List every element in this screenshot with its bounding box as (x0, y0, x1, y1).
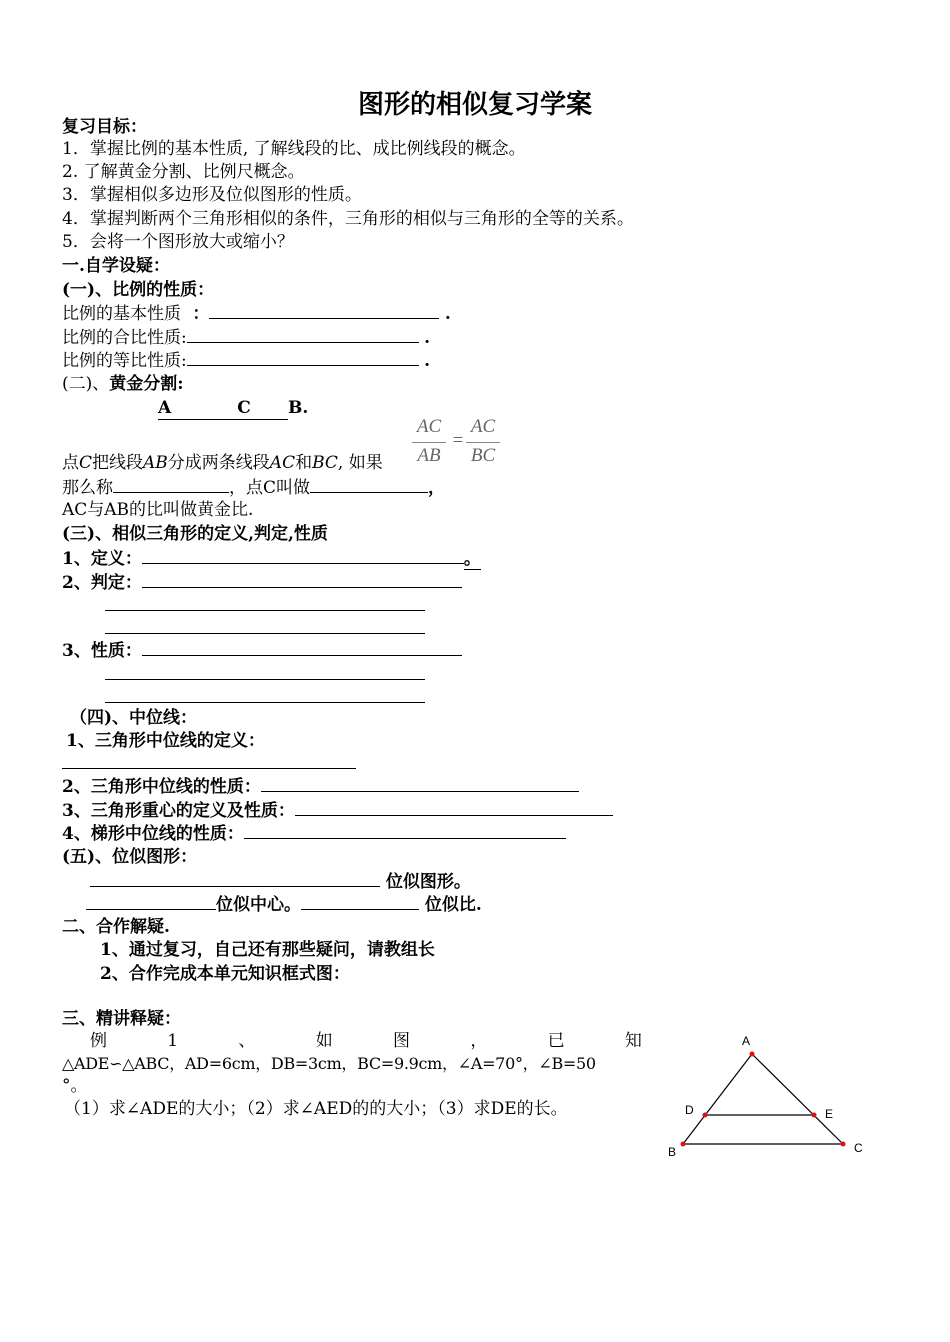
section3-heading: 三、精讲释疑： (62, 1009, 181, 1029)
answer-blank[interactable] (105, 702, 425, 703)
label: 3、性质： (62, 641, 142, 661)
colon: ： (192, 304, 210, 324)
side-ac (752, 1054, 843, 1144)
fraction-bar (466, 442, 500, 443)
golden-then-line (62, 476, 445, 499)
answer-blank[interactable] (142, 639, 462, 656)
homothety-line-2 (86, 893, 482, 916)
text: 点 (62, 453, 79, 473)
label: 1、定义： (62, 549, 142, 569)
text: 和 (295, 453, 313, 473)
similar-heading: (三)、相似三角形的定义,判定,性质 (62, 524, 328, 544)
section2-item-2: 2、合作完成本单元知识框式图： (100, 964, 350, 984)
page-title: 图形的相似复习学案 (357, 90, 592, 120)
point-b-label: B. (288, 398, 309, 418)
label-a: A (742, 1034, 751, 1048)
text: ，点C叫做 (229, 478, 311, 498)
section1-heading: 一.自学设疑： (62, 256, 170, 276)
golden-heading (62, 373, 184, 395)
equals-sign: = (452, 430, 464, 451)
goal-item: 2. 了解黄金分割、比例尺概念。 (62, 162, 305, 182)
label: 3、三角形重心的定义及性质： (62, 801, 295, 821)
label: 4、梯形中位线的性质： (62, 824, 244, 844)
var-bc: BC (312, 453, 338, 473)
golden-heading-prefix: (二)、 (62, 374, 110, 394)
text: 。 (463, 549, 481, 569)
word: 图 (393, 1031, 411, 1051)
triangle-figure (660, 1030, 880, 1170)
text: 位似图形。 (385, 872, 471, 892)
ratio-equal-line (62, 349, 430, 372)
midline-def: 1、三角形中位线的定义： (66, 731, 265, 751)
text: ， (428, 478, 446, 498)
example-line-3: °。 (62, 1076, 88, 1096)
example-questions: （1）求∠ADE的大小；（2）求∠AED的的大小；（3）求DE的长。 (64, 1099, 568, 1119)
similar-prop-line (62, 639, 462, 662)
point-e (812, 1113, 817, 1118)
goal-item: 4．掌握判断两个三角形相似的条件，三角形的相似与三角形的全等的关系。 (62, 209, 634, 229)
midline-prop-line (62, 775, 579, 798)
ratio-heading: (一)、比例的性质： (62, 280, 215, 300)
label-b: B (668, 1145, 677, 1159)
point-a (750, 1052, 755, 1057)
goal-item: 3．掌握相似多边形及位似图形的性质。 (62, 185, 362, 205)
homothety-line-1 (90, 870, 471, 893)
point-a-label: A (158, 398, 172, 418)
frac-numerator-2: AC (470, 416, 496, 437)
section2-heading: 二、合作解疑. (62, 917, 170, 937)
frac-numerator-1: AC (416, 416, 442, 437)
answer-blank[interactable] (209, 302, 439, 319)
answer-blank[interactable] (105, 610, 425, 611)
word: 如 (315, 1031, 333, 1051)
answer-blank[interactable] (187, 326, 419, 343)
goal-item: 5．会将一个图形放大或缩小？ (62, 232, 294, 252)
period: . (424, 328, 431, 348)
text: 位似比. (424, 895, 482, 915)
frac-denominator-1: AB (417, 445, 441, 466)
ratio-equal-label: 比例的等比性质: (62, 351, 187, 371)
answer-blank[interactable] (62, 768, 356, 769)
text: , 如果 (337, 453, 383, 473)
period: . (424, 351, 431, 371)
golden-ratio-line: AC与AB的比叫做黄金比. (62, 500, 254, 520)
answer-blank[interactable] (295, 799, 613, 816)
example-line-1 (90, 1030, 642, 1052)
answer-blank[interactable] (244, 822, 566, 839)
point-c (841, 1142, 846, 1147)
frac-denominator-2: BC (470, 445, 496, 466)
golden-sentence (62, 452, 383, 474)
word: ， (470, 1031, 488, 1051)
goal-item: 1．掌握比例的基本性质, 了解线段的比、成比例线段的概念。 (62, 139, 526, 159)
ratio-basic-label: 比例的基本性质 (62, 304, 181, 324)
text: 把线段 (92, 453, 144, 473)
word: 1 (167, 1031, 179, 1051)
label: 2、三角形中位线的性质： (62, 777, 261, 797)
period: . (444, 304, 451, 324)
point-d (703, 1113, 708, 1118)
section2-item-1: 1、通过复习，自己还有那些疑问，请教组长 (100, 940, 435, 960)
goals-heading: 复习目标： (62, 117, 147, 137)
label-e: E (825, 1107, 834, 1121)
label-c: C (854, 1141, 863, 1155)
ratio-basic-line (62, 302, 451, 325)
answer-blank[interactable] (261, 775, 579, 792)
answer-blank[interactable] (187, 349, 419, 366)
var-ab: AB (143, 453, 168, 473)
answer-blank[interactable] (105, 679, 425, 680)
answer-blank[interactable] (113, 476, 229, 493)
answer-blank[interactable] (142, 547, 464, 564)
segment-acb (158, 397, 308, 420)
text: 位似中心。 (216, 895, 301, 915)
similar-def-line (62, 547, 481, 570)
text: 那么称 (62, 478, 113, 498)
ratio-sum-label: 比例的合比性质: (62, 328, 187, 348)
ratio-sum-line (62, 326, 430, 349)
point-c-label: C (237, 398, 251, 418)
example-line-2: △ADE∽△ABC，AD=6cm，DB=3cm，BC=9.9cm，∠A=70°，∠B=50 (62, 1054, 596, 1073)
word: 例 (90, 1031, 107, 1051)
point-b (681, 1142, 686, 1147)
answer-blank[interactable] (142, 571, 462, 588)
answer-blank[interactable] (301, 893, 419, 910)
answer-blank[interactable] (86, 893, 216, 910)
var-c: C (79, 453, 93, 473)
word: 、 (238, 1031, 256, 1051)
word: 已 (547, 1031, 565, 1051)
centroid-line (62, 799, 613, 822)
answer-blank[interactable] (310, 476, 428, 493)
trapezoid-line (62, 822, 566, 845)
side-ab (683, 1054, 752, 1144)
homothety-heading: (五)、位似图形： (62, 847, 198, 867)
golden-heading-text: 黄金分割: (109, 374, 184, 394)
answer-blank[interactable] (105, 633, 425, 634)
word: 知 (624, 1031, 642, 1051)
similar-judge-line (62, 571, 462, 594)
var-ac: AC (269, 453, 296, 473)
text: 分成两条线段 (167, 453, 270, 473)
midline-heading: （四)、中位线： (70, 708, 198, 728)
label: 2、判定： (62, 573, 142, 593)
answer-blank[interactable] (90, 870, 380, 887)
label-d: D (685, 1103, 694, 1117)
